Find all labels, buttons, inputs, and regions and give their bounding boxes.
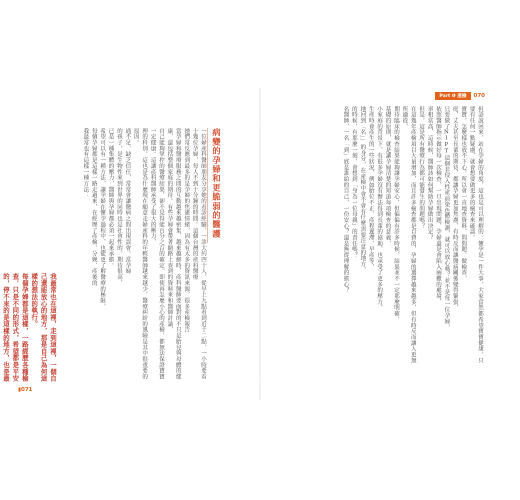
paragraph: 只要做了NIPT這個非侵入性產前染色體檢測，就可以放心嗎？並不是每一位孕婦， (443, 106, 450, 331)
paragraph: 自己能夠掌控的醫療結果，卻不見得能百分之百的確定。即使再怎麼小心的產檢，都無法保證寶寶一定健康。這讓產科醫師承受了很大的壓力， (149, 128, 164, 380)
paragraph: 理的科別。這也是為什麼現在願意走婦產科的年輕醫師越來越少，醫療糾紛的風險是其中很重要的原因。 (132, 128, 148, 380)
part-tab: Part ❶ 產檢 (435, 92, 470, 100)
paragraph: 希望可以有一種方法，讓孕婦在懷孕過程中，也能更了解醫療的極限， (99, 128, 106, 310)
paragraph: 的時候，有那麼一刻，會想到「身為一位母親」的責任嗎？ (350, 106, 357, 259)
right-body-text (289, 106, 484, 368)
paragraph: 的孩子，是生物性來到世界的同時也是社會性的。期待很高， (115, 128, 122, 286)
paragraph: 我最常也有這樣一種方法： (82, 128, 89, 199)
paragraph: 依照醫師指示做好每一次檢查，一旦出現問題，孕婦還是會陷入兩難的處境， (434, 106, 441, 305)
paragraph: 但是，這是所有醫療行為都可能發生的問題嗎？ (418, 106, 425, 229)
paragraph: 通不足、缺乏信任，常常會讓醫病之間出現誤會。當孕婦 (124, 128, 131, 275)
paragraph: 期待臨床的檢查結果能夠讓孕婦安心，但偏偏有許多時候，結果並不一定那麼明確， (392, 106, 399, 323)
paragraph: 當孕婦和醫療服務之間的互動越來越密集、越來越細時，產科醫師要面對的不只是胎兒與母體的健康，還包括整個家庭的期待。有些孕婦會帶著網路上查到的資料來和醫師討論， (166, 128, 181, 380)
paragraph: 一位婦產科醫師朋友分享她的看診經驗，一診大約四十人，從早上九點看到近十二點，一小時要看十幾位孕婦，每人不到十分鐘的時間。這個台灣的產科醫療 (191, 128, 206, 380)
chapter-title: 病變的孕婦和更脆弱的醫護 (212, 128, 222, 239)
paragraph: 名醫師，一名「到」底是誰給的自己，一份安心？還是無從理解的擔心？ (342, 106, 349, 294)
paragraph: 已是一種集體的壓力，醫師與孕婦都必須一起來承擔。 (107, 128, 114, 269)
paragraph: 基礎的原則，就是讓孕婦清楚的知道每項檢查的意義， (384, 106, 391, 247)
emphasis-line: 每個孕婦都是這樣，一路經歷各種檢查，只是不同的形式，希望都是平安的，停不來的是這樣的地方，也是最 (1, 273, 29, 382)
paragraph: 她們常反應到最多的是孕婦的焦慮情緒，因為有太多的資訊來源，很多產檢報告 (183, 128, 190, 333)
left-page (1, 88, 259, 400)
emphasis-line: 我最常也在這裡，走到這裡，一個自己還能放心的地方，那是自己為何這樣的想法的執行。 (30, 273, 57, 382)
page-number-left: ▮071 (18, 387, 33, 393)
paragraph: 小家庭的背景下，有很多孕婦沒有辦法得到長輩的協助，也承受了更多的壓力， (376, 106, 383, 311)
emphasis-text (1, 273, 57, 383)
running-head (435, 92, 485, 100)
paragraph: 但話說回來，站在孕婦的角度，這也是可以理解的。懷孕是一件大事，大家當然都希望寶寶健康，只要有任何一點疑慮，就會想要做更多的檢查來確認。 (468, 106, 483, 364)
page-number-right: 070 (473, 93, 485, 99)
paragraph: 地回到「名」」的身分，在產檢中會不會有什麼需要注意的地方， (359, 106, 366, 273)
paragraph: 庭、丈夫甚至長輩的期待，都讓孕婦更加焦慮，有時反而讓醫病關係變得緊張， (451, 106, 458, 311)
paragraph: 在這幾年產檢項目大量增加，而且許多檢查都是自費的，孕婦的選擇越來越多，但有時反而讓人更無所適從， (401, 106, 416, 364)
book-spread (1, 88, 505, 400)
paragraph: 生產時會產生的一些狀況，例如胎位不正、產程遲滯、早產等， (367, 106, 374, 270)
paragraph: 每個孕婦都是這樣一路走過來，在經歷了產檢、分娩、產後的 (90, 128, 97, 286)
paragraph: 寶寶，怎麼樣也放不下心，所以會一直地查資料、問問題、做檢查， (460, 106, 467, 282)
title-rule (207, 128, 208, 243)
right-page (261, 88, 505, 400)
paragraph: 率相當高，這時候，醫師該如何幫助孕婦做出決定？ (426, 106, 433, 241)
